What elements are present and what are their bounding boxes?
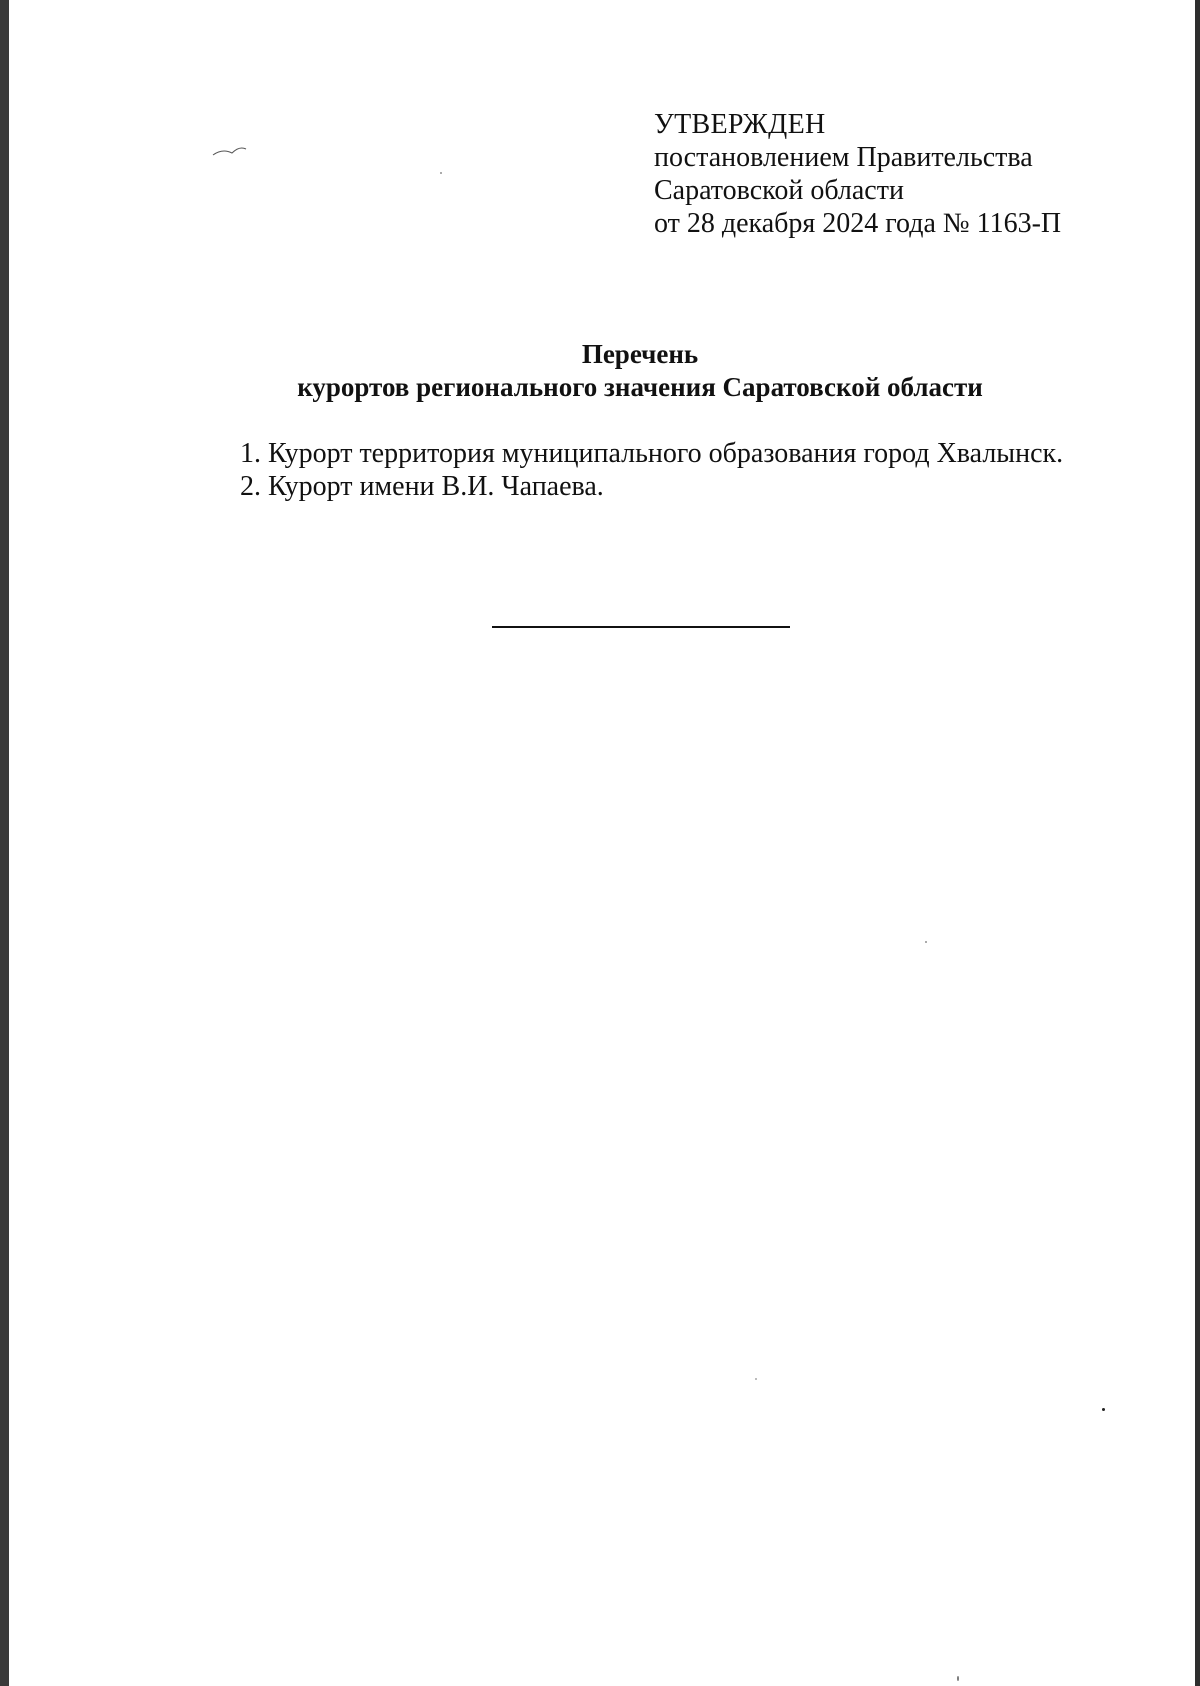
approval-line-3: от 28 декабря 2024 года № 1163-П [654,208,1062,239]
approval-line-2: Саратовской области [654,175,904,206]
scan-speck [957,1676,959,1681]
approval-heading: УТВЕРЖДЕН [654,109,826,140]
scan-speck [925,941,927,943]
pen-mark [212,144,248,158]
resort-list [240,437,1063,503]
title-line-1: Перечень [581,339,699,369]
document-title [0,338,1200,404]
title-line-2: курортов регионального значения Саратовской области [297,372,983,402]
scan-edge-left [0,0,9,1686]
closing-divider [492,626,790,628]
scan-speck [1102,1408,1105,1411]
scan-speck [440,172,442,174]
list-item: 2. Курорт имени В.И. Чапаева. [240,471,604,502]
list-item: 1. Курорт территория муниципального образования город Хвалынск. [240,438,1064,469]
scan-speck [755,1378,757,1380]
scan-edge-right [1195,0,1200,1686]
approval-block [654,108,1061,240]
approval-line-1: постановлением Правительства [654,142,1033,173]
